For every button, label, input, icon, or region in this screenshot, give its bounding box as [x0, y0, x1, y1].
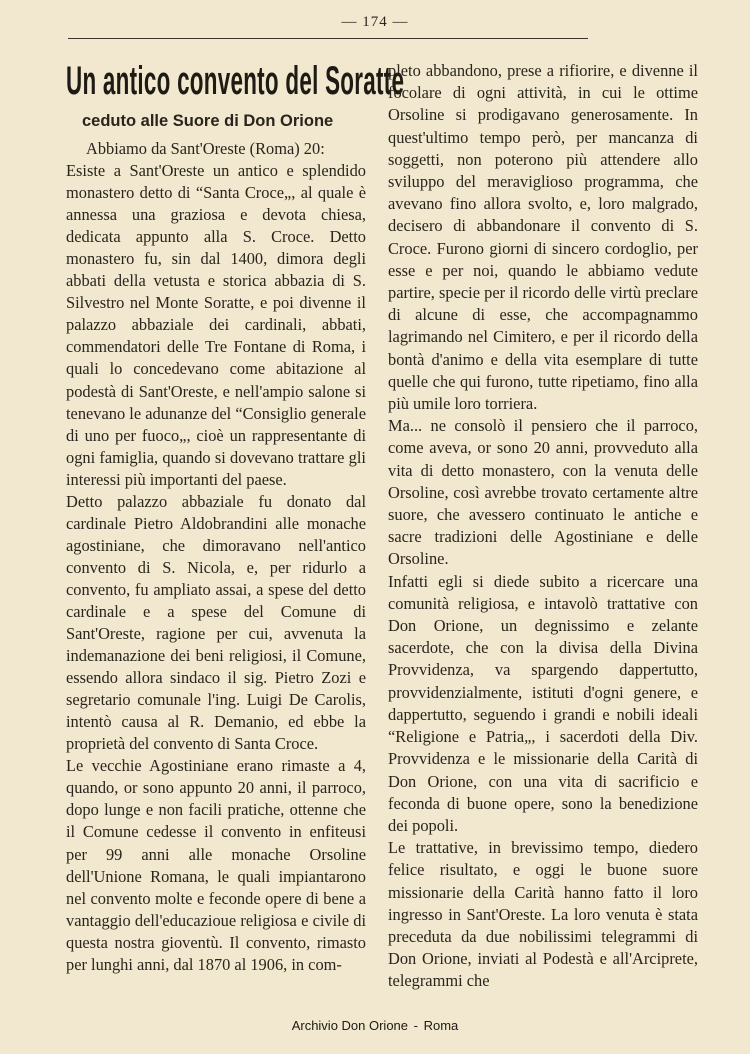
paragraph: Le vecchie Agostiniane erano rimaste a 4, quando, or sono appunto 20 anni, il parroco, dopo lunge e non facili pratiche, ottenne che il Comune cedesse il convento in enfiteusi per 99 anni alle monache Orsoline dell'Unione Romana, le quali impiantarono nel convento molte e feconde opere di bene a vantaggio dell'educazioue religiosa e civile di questa nostra gioventù. Il convento, rimasto per lunghi anni, dal 1870 al 1906, in com-: [66, 756, 366, 974]
header-rule: [68, 38, 588, 39]
paragraph: Esiste a Sant'Oreste un antico e splendido monastero detto di “Santa Croce„, al quale è annessa una graziosa e devota chiesa, dedicata appunto alla S. Croce. Detto monastero fu, sin dal 1400, dimora degli abbati della vetusta e storica abbazia di S. Silvestro nel Monte Soratte, e poi divenne il palazzo abbaziale dei cardinali, abbati, commendatori delle Tre Fontane di Roma, i quali lo concedevano come abitazione al podestà di Sant'Oreste, e nell'ampio salone si tenevano le adunanze del “Consiglio generale di uno per fuoco„, cioè un rappresentante di ogni famiglia, quando si dovevano trattare gli interessi più importanti del paese.: [66, 161, 366, 489]
article-subtitle: ceduto alle Suore di Don Orione: [82, 112, 334, 130]
paragraph: Le trattative, in brevissimo tempo, diedero felice risultato, e oggi le buone suore missionarie della Carità hanno fatto il loro ingresso in Sant'Oreste. La loro venuta è stata preceduta da due nobilissimi telegrammi di Don Orione, inviati al Podestà e all'Arciprete, telegrammi che: [388, 838, 698, 991]
footer-city: Roma: [423, 1018, 459, 1033]
right-column: [388, 60, 698, 993]
footer-archive: Archivio Don Orione: [291, 1018, 409, 1033]
archive-footer: [0, 1018, 750, 1033]
paragraph: Detto palazzo abbaziale fu donato dal cardinale Pietro Aldobrandini alle monache agostiniane, che dimoravano nell'antico convento di S. Nicola, e, per ridurlo a convento, fu ampliato assai, a spese del detto cardinale e a spese del Comune di Sant'Oreste, ragione per cui, avvenuta la indemanazione dei beni religiosi, il Comune, essendo allora sindaco il sig. Pietro Zozi e segretario comunale l'ing. Luigi De Carolis, intentò causa al R. Demanio, ed ebbe la proprietà del convento di Santa Croce.: [66, 491, 366, 754]
footer-separator: -: [413, 1018, 418, 1033]
paragraph: Abbiamo da Sant'Oreste (Roma) 20:: [86, 139, 325, 158]
paragraph: Ma... ne consolò il pensiero che il parroco, come aveva, or sono 20 anni, provveduto alla vita di detto monastero, con la venuta delle Orsoline, così avrebbe trovato certamente altre suore, che avessero continuato le antiche e sacre tradizioni delle Agostiniane e delle Orsoline.: [388, 416, 698, 569]
page-number: — 174 —: [341, 14, 409, 30]
paragraph: Infatti egli si diede subito a ricercare una comunità religiosa, e intavolò trattative con Don Orione, un degnissimo e zelante sacerdote, che con la divisa della Divina Provvidenza, va spargendo dappertutto, provvidenzialmente, istituti d'ogni genere, e dappertutto, seguendo i grandi e nobili ideali “Religione e Patria„, i sacerdoti della Div. Provvidenza e le missionarie della Carità di Don Orione, con una vita di sacrificio e feconda di buone opere, sono la benedizione dei popoli.: [388, 571, 698, 835]
paragraph: pleto abbandono, prese a rifiorire, e divenne il focolare di ogni attività, in cui le ottime Orsoline si prodigavano generosamente. In quest'ultimo tempo però, per mancanza di soggetti, non poterono più attendere allo sviluppo del meraviglioso programma, che avevano fino allora svolto, e, loro malgrado, decisero di abbandonare il convento di S. Croce. Furono giorni di sincero cordoglio, per esse e per noi, quando le abbiamo vedute partire, specie per il ricordo delle virtù preclare di alcune di esse, che accompagnammo lagrimando nel Cimitero, e per il ricordo della bontà d'animo e della vita esemplare di tutte quelle che qui furono, tutte ripetiamo, fino alla più umile loro torriera.: [388, 61, 698, 414]
article-title: Un antico convento del Soratte: [66, 59, 405, 103]
left-column: [66, 58, 405, 976]
